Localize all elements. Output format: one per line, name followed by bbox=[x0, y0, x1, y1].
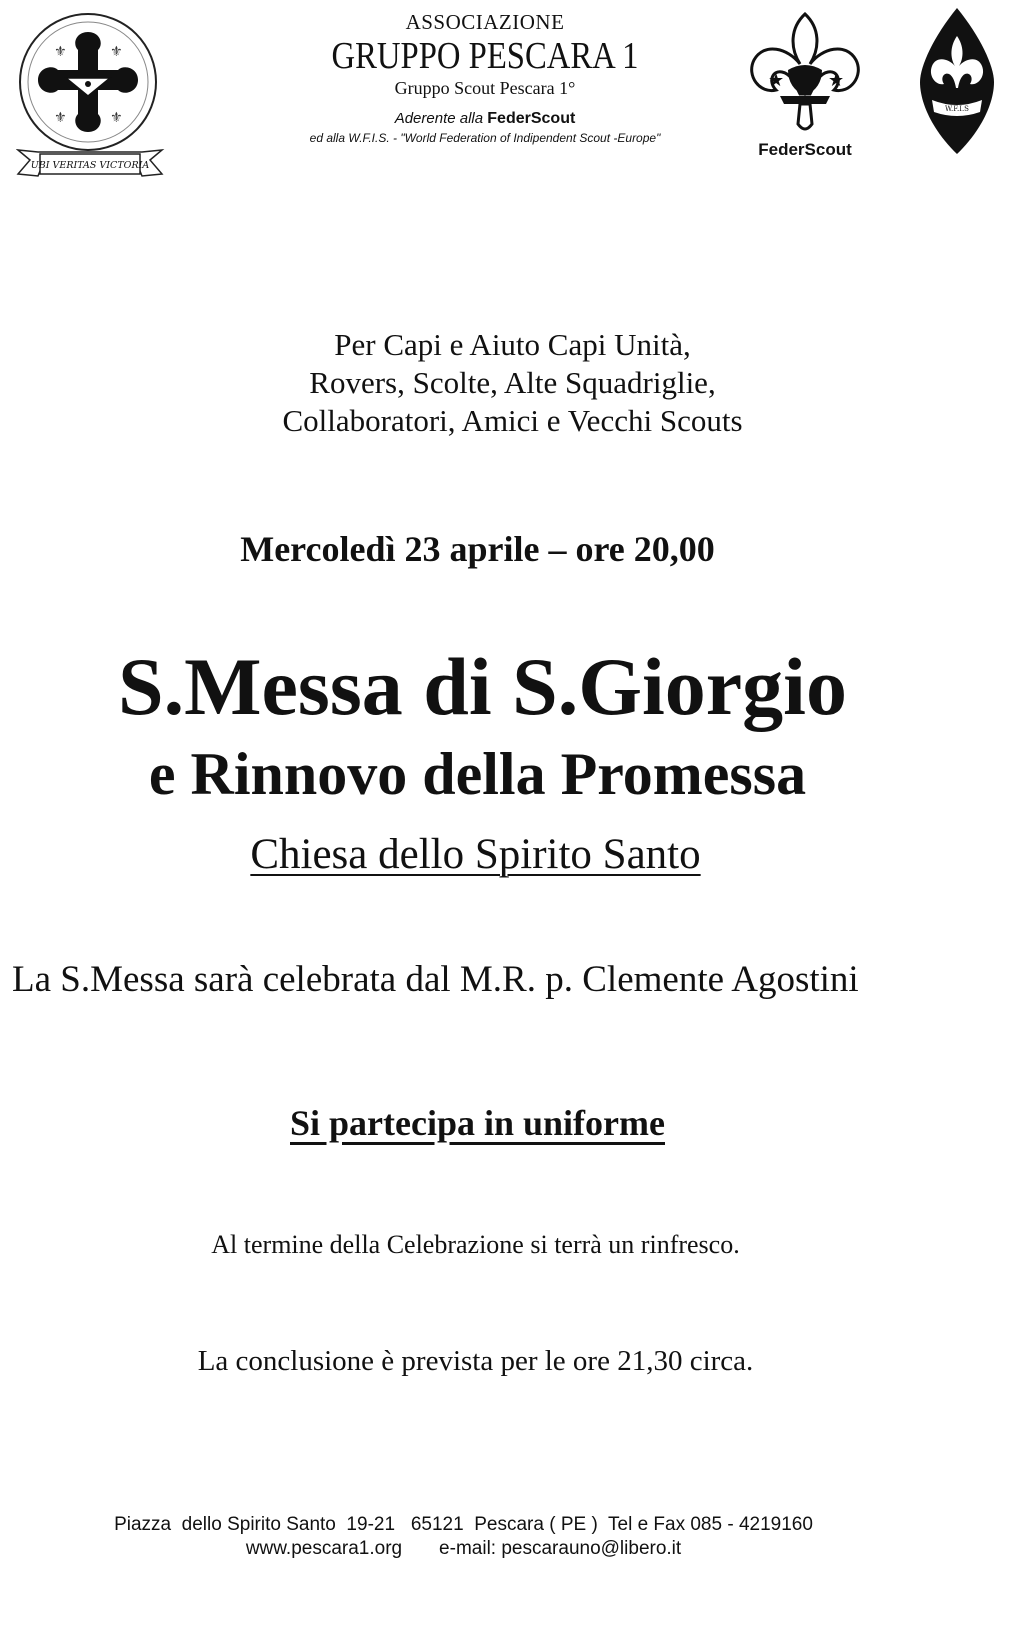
audience-line: Per Capi e Aiuto Capi Unità, bbox=[334, 327, 691, 362]
church-name: Chiesa dello Spirito Santo bbox=[250, 831, 701, 878]
event-title: S.Messa di S.Giorgio bbox=[118, 641, 847, 732]
conclusion-note: La conclusione è prevista per le ore 21,30 circa. bbox=[197, 1345, 754, 1377]
svg-text:⚜: ⚜ bbox=[54, 110, 67, 126]
affiliation-line bbox=[260, 110, 710, 128]
refreshment-note: Al termine della Celebrazione si terrà un rinfresco. bbox=[211, 1230, 740, 1259]
audience-block bbox=[0, 326, 1025, 440]
audience-line: Rovers, Scolte, Alte Squadriglie, bbox=[309, 365, 716, 400]
footer-address: Piazza dello Spirito Santo 19-21 65121 Pescara ( PE ) Tel e Fax 085 - 4219160 bbox=[114, 1514, 813, 1535]
affiliation-org: FederScout bbox=[487, 110, 576, 127]
uniform-text: Si partecipa in uniforme bbox=[290, 1103, 665, 1143]
svg-text:★: ★ bbox=[828, 70, 845, 91]
svg-text:⚜: ⚜ bbox=[54, 44, 67, 60]
association-label: ASSOCIAZIONE bbox=[405, 10, 565, 34]
church-location bbox=[0, 830, 988, 879]
celebrant-line: La S.Messa sarà celebrata dal M.R. p. Clemente Agostini bbox=[12, 959, 859, 1000]
gruppo-emblem-logo bbox=[16, 10, 166, 190]
svg-text:★: ★ bbox=[768, 70, 785, 91]
svg-text:⚜: ⚜ bbox=[110, 110, 123, 126]
affiliation-prefix: Aderente alla bbox=[394, 110, 484, 127]
audience-line: Collaboratori, Amici e Vecchi Scouts bbox=[282, 403, 743, 438]
left-motto-text: UBI VERITAS VICTORIA bbox=[30, 160, 150, 171]
footer-contacts: www.pescara1.org e-mail: pescarauno@libero.it bbox=[245, 1538, 682, 1559]
event-subtitle: e Rinnovo della Promessa bbox=[148, 741, 807, 807]
wfis-badge-logo bbox=[918, 6, 996, 156]
federscout-label: FederScout bbox=[758, 140, 852, 159]
federscout-fleur-de-lis-logo bbox=[740, 8, 870, 158]
wfis-badge-text: W.F.I.S bbox=[945, 105, 969, 113]
uniform-notice bbox=[0, 1102, 990, 1144]
group-subtitle: Gruppo Scout Pescara 1° bbox=[394, 78, 576, 98]
svg-text:⚜: ⚜ bbox=[110, 44, 123, 60]
group-name: GRUPPO PESCARA 1 bbox=[331, 35, 639, 77]
event-datetime: Mercoledì 23 aprile – ore 20,00 bbox=[240, 529, 715, 569]
wfis-line: ed alla W.F.I.S. - "World Federation of Indipendent Scout -Europe" bbox=[309, 131, 661, 145]
